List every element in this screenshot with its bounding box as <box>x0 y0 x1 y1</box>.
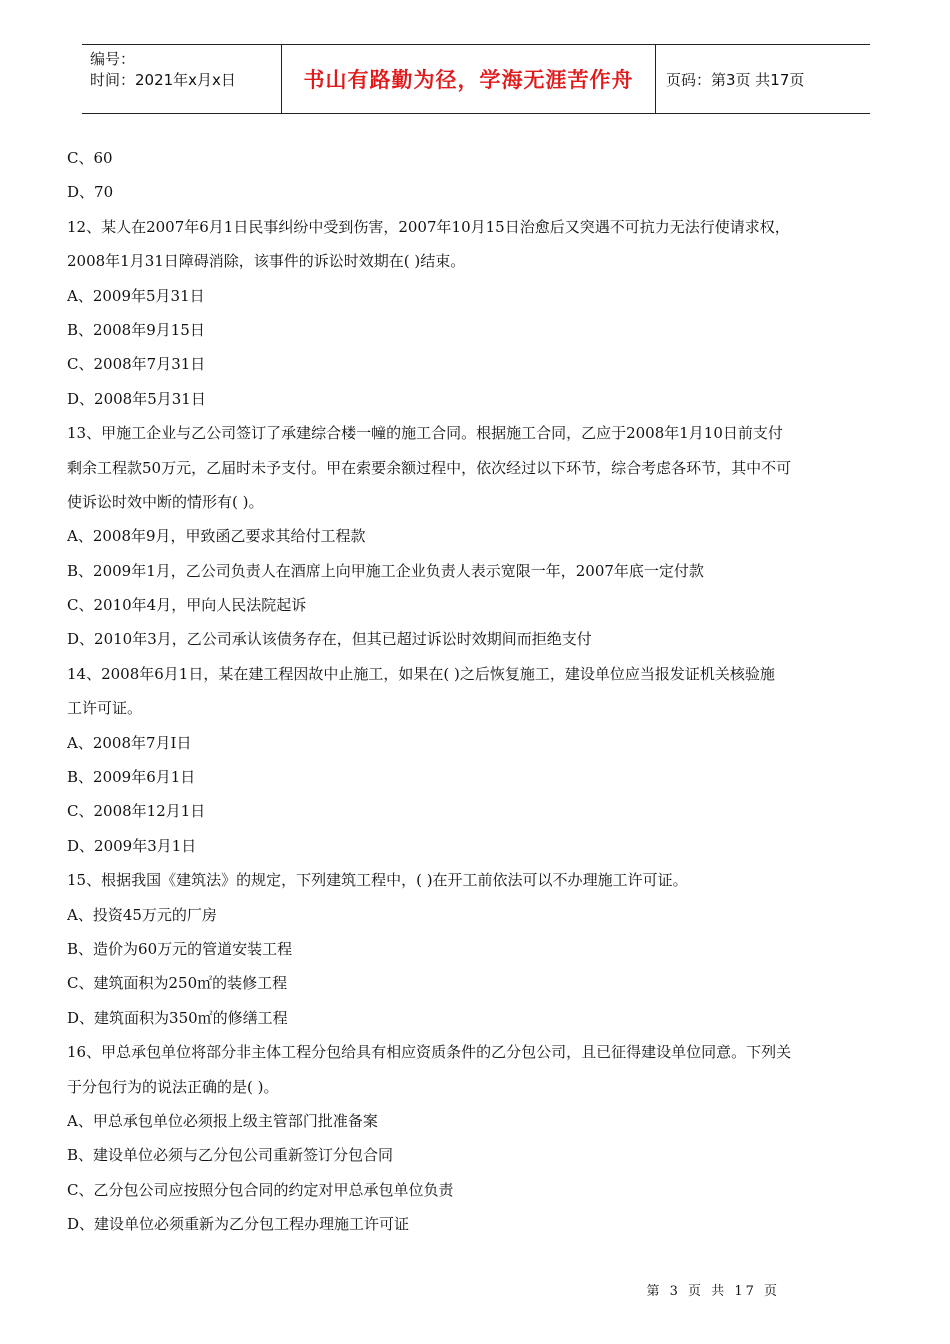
text-line: D、2010年3月，乙公司承认该债务存在，但其已超过诉讼时效期间而拒绝支付 <box>67 630 592 649</box>
text-line: C、2008年12月1日 <box>67 802 206 821</box>
header-motto: 书山有路勤为径，学海无涯苦作舟 <box>282 45 656 113</box>
text-line: B、2009年1月，乙公司负责人在酒席上向甲施工企业负责人表示宽限一年，2007年底一定付款 <box>67 561 704 580</box>
text-line: 剩余工程款50万元，乙届时未予支付。甲在索要余额过程中，依次经过以下环节，综合考虑各环节，其中不可 <box>67 458 792 477</box>
text-line: 于分包行为的说法正确的是( )。 <box>67 1077 279 1096</box>
text-line: B、2009年6月1日 <box>67 768 196 787</box>
text-line: 15、根据我国《建筑法》的规定，下列建筑工程中，( )在开工前依法可以不办理施工许可证。 <box>67 871 688 890</box>
text-line: 14、2008年6月1日，某在建工程因故中止施工，如果在( )之后恢复施工，建设单位应当报发证机关核验施 <box>67 664 775 683</box>
header-meta <box>82 45 282 113</box>
text-line: B、建设单位必须与乙分包公司重新签订分包合同 <box>67 1146 394 1165</box>
text-line: A、2008年7月I日 <box>67 733 192 752</box>
text-line: D、建设单位必须重新为乙分包工程办理施工许可证 <box>67 1215 410 1234</box>
page-header <box>82 44 870 114</box>
text-line: D、2008年5月31日 <box>67 389 206 408</box>
text-line: C、60 <box>67 149 113 167</box>
document-number-label: 编号： <box>90 50 136 68</box>
text-line: 13、甲施工企业与乙公司签订了承建综合楼一幢的施工合同。根据施工合同，乙应于2008年1月10日前支付 <box>67 424 783 443</box>
header-page-label: 页码：第3页 共17页 <box>666 70 805 89</box>
text-line: 16、甲总承包单位将部分非主体工程分包给具有相应资质条件的乙分包公司，且已征得建设单位同意。下列关 <box>67 1043 792 1062</box>
text-line: B、2008年9月15日 <box>67 320 205 339</box>
text-line: D、2009年3月1日 <box>67 836 197 855</box>
text-line: C、建筑面积为250㎡的装修工程 <box>67 974 288 993</box>
text-line: C、2010年4月，甲向人民法院起诉 <box>67 596 307 615</box>
text-line: 使诉讼时效中断的情形有( )。 <box>67 492 264 511</box>
document-body <box>67 141 887 1242</box>
text-line: 2008年1月31日障碍消除，该事件的诉讼时效期在( )结束。 <box>67 252 466 271</box>
document-time-label: 时间：2021年x月x日 <box>90 71 236 89</box>
text-line: C、乙分包公司应按照分包合同的约定对甲总承包单位负责 <box>67 1180 454 1199</box>
text-line: 12、某人在2007年6月1日民事纠纷中受到伤害，2007年10月15日治愈后又突遇不可抗力无法行使请求权， <box>67 217 790 236</box>
text-line: B、造价为60万元的管道安装工程 <box>67 939 293 958</box>
text-line: A、2009年5月31日 <box>67 286 205 305</box>
text-line: A、2008年9月，甲致函乙要求其给付工程款 <box>67 527 366 546</box>
page-footer: 第 3 页 共 17 页 <box>646 1284 780 1299</box>
text-line: D、建筑面积为350㎡的修缮工程 <box>67 1008 288 1027</box>
text-line: A、甲总承包单位必须报上级主管部门批准备案 <box>67 1111 378 1130</box>
text-line: 工许可证。 <box>67 699 143 718</box>
text-line: C、2008年7月31日 <box>67 355 206 374</box>
text-line: D、70 <box>67 183 114 202</box>
text-line: A、投资45万元的厂房 <box>67 905 217 924</box>
